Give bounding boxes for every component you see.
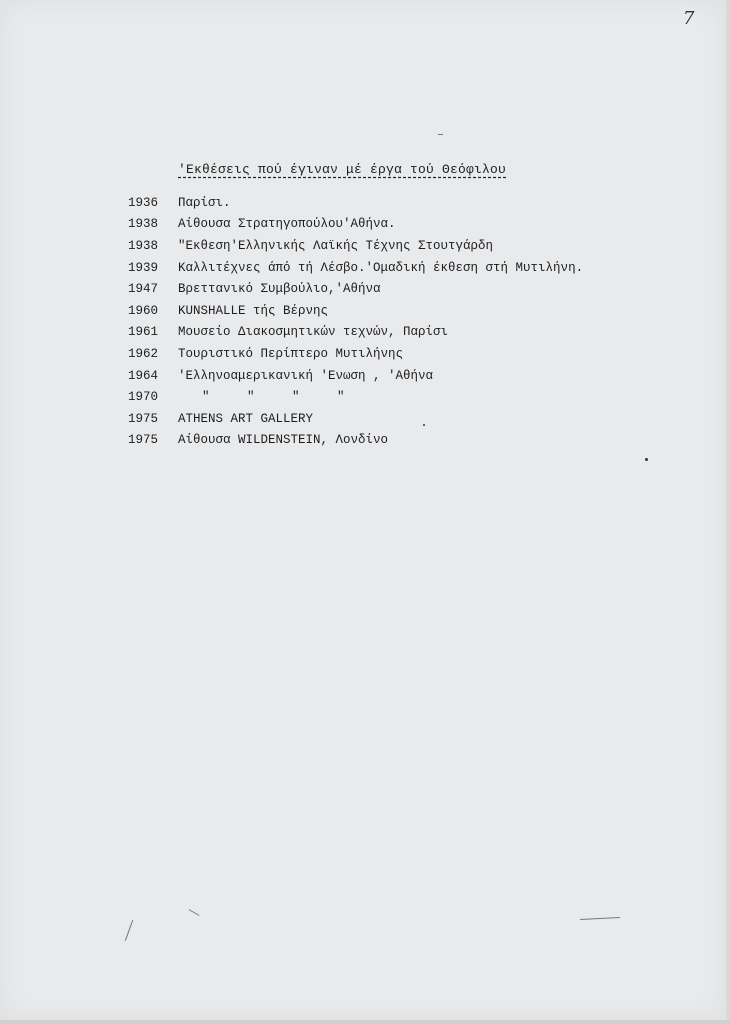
entry-venue: 'Ελληνοαμερικανική 'Ενωση , 'Αθήνα [178,368,434,383]
ink-speck [423,424,425,426]
entry-venue: KUNSHALLE τής Βέρνης [178,303,329,318]
entry-venue: Τουριστικό Περίπτερο Μυτιλήνης [178,346,404,361]
list-item [128,322,583,344]
entry-year: 1938 [128,217,159,232]
ink-speck [645,458,648,461]
paper-scratch [125,920,133,941]
list-item [128,278,583,300]
entry-year: 1947 [128,282,159,297]
entry-year: 1939 [128,260,159,275]
paper-scratch [189,909,200,916]
entry-year: 1962 [128,346,159,361]
entry-venue: Μουσείο Διακοσμητικών τεχνών, Παρίσι [178,325,449,340]
entry-year: 1936 [128,195,159,210]
list-item [128,430,583,452]
entry-venue: Αίθουσα Στρατηγοπούλου'Αθήνα. [178,217,396,232]
page-number: 7 [683,8,695,29]
list-item [128,386,583,408]
paper-scratch [580,917,620,920]
exhibition-list [128,192,583,451]
entry-venue: "Εκθεση'Ελληνικής Λαϊκής Τέχνης Στουτγάρδη [178,238,494,253]
entry-year: 1970 [128,390,159,405]
entry-year: 1975 [128,433,159,448]
entry-year: 1960 [128,303,159,318]
entry-venue: Βρεττανικό Συμβούλιο,'Αθήνα [178,282,381,297]
list-item [128,257,583,279]
entry-venue-ditto: " " " " [202,390,345,405]
list-item [128,365,583,387]
list-item [128,300,583,322]
page-edge [726,0,730,1024]
entry-venue: Καλλιτέχνες άπό τή Λέσβο.'Ομαδική έκθεση στή Μυτιλήνη. [178,260,584,275]
page-title: 'Εκθέσεις πού έγιναν μέ έργα τού Θεόφιλου [178,162,507,177]
list-item [128,235,583,257]
entry-year: 1961 [128,325,159,340]
list-item [128,192,583,214]
entry-venue: Παρίσι. [178,195,231,210]
list-item [128,408,583,430]
page-edge [0,1020,730,1024]
list-item [128,343,583,365]
paper-scratch [438,134,443,135]
entry-year: 1975 [128,411,159,426]
entry-venue: ATHENS ART GALLERY [178,411,314,426]
entry-venue: Αίθουσα WILDENSTEIN, Λονδίνο [178,433,389,448]
entry-year: 1938 [128,238,159,253]
entry-year: 1964 [128,368,159,383]
list-item [128,214,583,236]
